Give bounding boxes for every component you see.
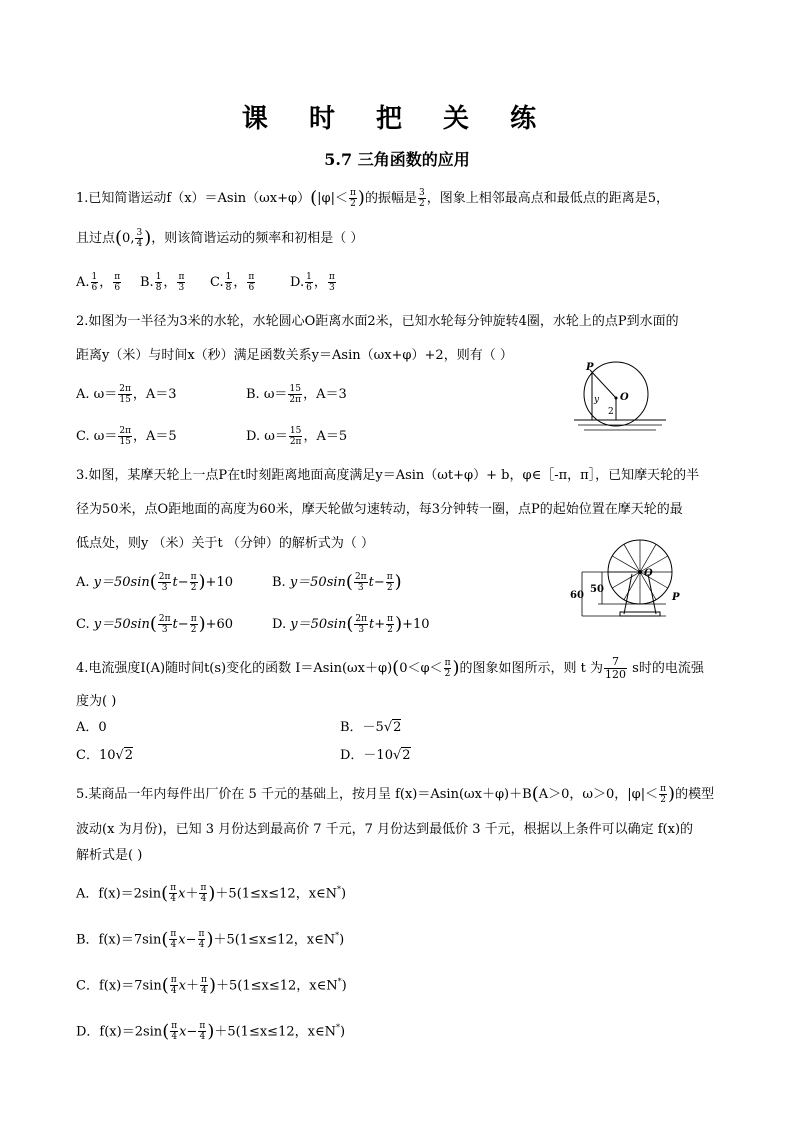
q2-line2: 距离y（米）与时间x（秒）满足函数关系y＝Asin（ωx+φ）+2，则有（ ） <box>76 348 513 363</box>
q5-option-b[interactable]: B．f(x)＝7sin( $\frac{\pi}{4}$ x− $\frac{\pi}{4}$ )＋5(1≤x≤12，x∈N*) <box>76 928 345 951</box>
q5-option-c[interactable]: C．f(x)＝7sin( $\frac{\pi}{4}$ x＋ $\frac{\pi}{4}$ )＋5(1≤x≤12，x∈N*) <box>76 974 347 997</box>
ferris-wheel-spoke <box>624 544 640 572</box>
q2-water-wheel-figure <box>570 358 680 440</box>
section-subtitle: 5.7 三角函数的应用 <box>324 150 470 169</box>
q2-option-b[interactable]: B. ω＝ $\frac{15}{2\pi}$ ，A＝3 <box>246 384 347 405</box>
q2-option-a[interactable]: A. ω＝ $\frac{2\pi}{15}$ ，A＝3 <box>76 384 177 405</box>
q2-fig-label-o: O <box>620 392 629 403</box>
q3-line2: 径为50米，点O距地面的高度为60米，摩天轮做匀速转动，每3分钟转一圈，点P的起始位置在摩天轮的最 <box>76 502 683 517</box>
q1-line2: 且过点(0, $\frac{3}{4}$ )，则该简谐运动的频率和初相是（ ） <box>76 227 364 249</box>
q5-line1: 5.某商品一年内每件出厂价在 5 千元的基础上，按月呈 f(x)＝Asin(ωx＋φ)＋B(A＞0，ω＞0，|φ|＜ $\frac{\pi}{2}$ )的模型 <box>76 783 715 805</box>
q3-ferris-wheel-figure <box>562 536 702 624</box>
q1-option-a[interactable]: A. $\frac{1}{6}$ ， $\frac{\pi}{6}$ <box>76 272 121 293</box>
q2-option-c[interactable]: C. ω＝ $\frac{2\pi}{15}$ ，A＝5 <box>76 426 177 447</box>
q3-fig-label-50: 50 <box>590 584 604 595</box>
q2-fig-label-y: y <box>594 395 600 405</box>
q3-option-a[interactable]: A. y＝50sin( $\frac{2\pi}{3}$ t− $\frac{\pi}{2}$ )+10 <box>76 571 233 593</box>
q3-line3: 低点处，则y （米）关于t （分钟）的解析式为（ ） <box>76 536 374 551</box>
q5-line3: 解析式是( ) <box>76 848 143 863</box>
q2-line1: 2.如图为一半径为3米的水轮，水轮圆心O距离水面2米，已知水轮每分钟旋转4圈，水轮上的点P到水面的 <box>76 314 679 329</box>
q5-line2: 波动(x 为月份)，已知 3 月份达到最高价 7 千元，7 月份达到最低价 3 千元，根据以上条件可以确定 f(x)的 <box>76 822 694 837</box>
q3-fig-label-o: O <box>644 568 653 579</box>
q3-fig-label-60: 60 <box>570 590 584 601</box>
q3-option-d[interactable]: D. y＝50sin( $\frac{2\pi}{3}$ t+ $\frac{\pi}{2}$ )+10 <box>272 613 430 635</box>
q4-line2: 度为( ) <box>76 694 117 709</box>
q4-option-d[interactable]: D．－10√2 <box>340 748 411 763</box>
q1-option-b[interactable]: B. $\frac{1}{8}$ ， $\frac{\pi}{3}$ <box>140 272 185 293</box>
q4-option-c[interactable]: C．10√2 <box>76 748 134 763</box>
q2-option-d[interactable]: D. ω＝ $\frac{15}{2\pi}$ ，A＝5 <box>246 426 348 447</box>
q2-fig-label-2: 2 <box>608 407 614 417</box>
q1-line1: 1.已知简谐运动f（x）＝Asin（ωx+φ）(|φ|＜ $\frac{\pi}{2}$ )的振幅是 $\frac{3}{2}$ ，图象上相邻最高点和最低点的距离是5， <box>76 187 669 209</box>
q4-line1: 4.电流强度I(A)随时间t(s)变化的函数 I＝Asin(ωx＋φ)(0＜φ＜ $\frac{\pi}{2}$ )的图象如图所示，则 t 为 $\frac{7}{120}$ s时的电流强 <box>76 655 704 681</box>
q3-option-b[interactable]: B. y＝50sin( $\frac{2\pi}{3}$ t− $\frac{\pi}{2}$ ) <box>272 571 402 593</box>
q5-option-a[interactable]: A．f(x)＝2sin( $\frac{\pi}{4}$ x＋ $\frac{\pi}{4}$ )＋5(1≤x≤12，x∈N*) <box>76 882 347 905</box>
q3-option-c[interactable]: C. y＝50sin( $\frac{2\pi}{3}$ t− $\frac{\pi}{2}$ )+60 <box>76 613 234 635</box>
q5-option-d[interactable]: D．f(x)＝2sin( $\frac{\pi}{4}$ x− $\frac{\pi}{4}$ )＋5(1≤x≤12，x∈N*) <box>76 1020 346 1043</box>
q3-line1: 3.如图，某摩天轮上一点P在t时刻距离地面高度满足y＝Asin（ωt+φ）+ b，φ∈［-π，π］，已知摩天轮的半 <box>76 468 700 483</box>
q1-option-c[interactable]: C. $\frac{1}{8}$ ， $\frac{\pi}{6}$ <box>210 272 255 293</box>
q3-fig-label-p: P <box>672 592 680 603</box>
ferris-wheel-spoke <box>612 556 640 572</box>
q4-option-b[interactable]: B．－5√2 <box>340 720 402 735</box>
q2-fig-label-p: P <box>586 362 594 373</box>
ferris-wheel-spoke <box>612 572 640 588</box>
q1-option-d[interactable]: D. $\frac{1}{6}$ ， $\frac{\pi}{3}$ <box>290 272 335 293</box>
page-title: 课 时 把 关 练 <box>241 104 553 134</box>
q4-option-a[interactable]: A．0 <box>76 720 107 735</box>
